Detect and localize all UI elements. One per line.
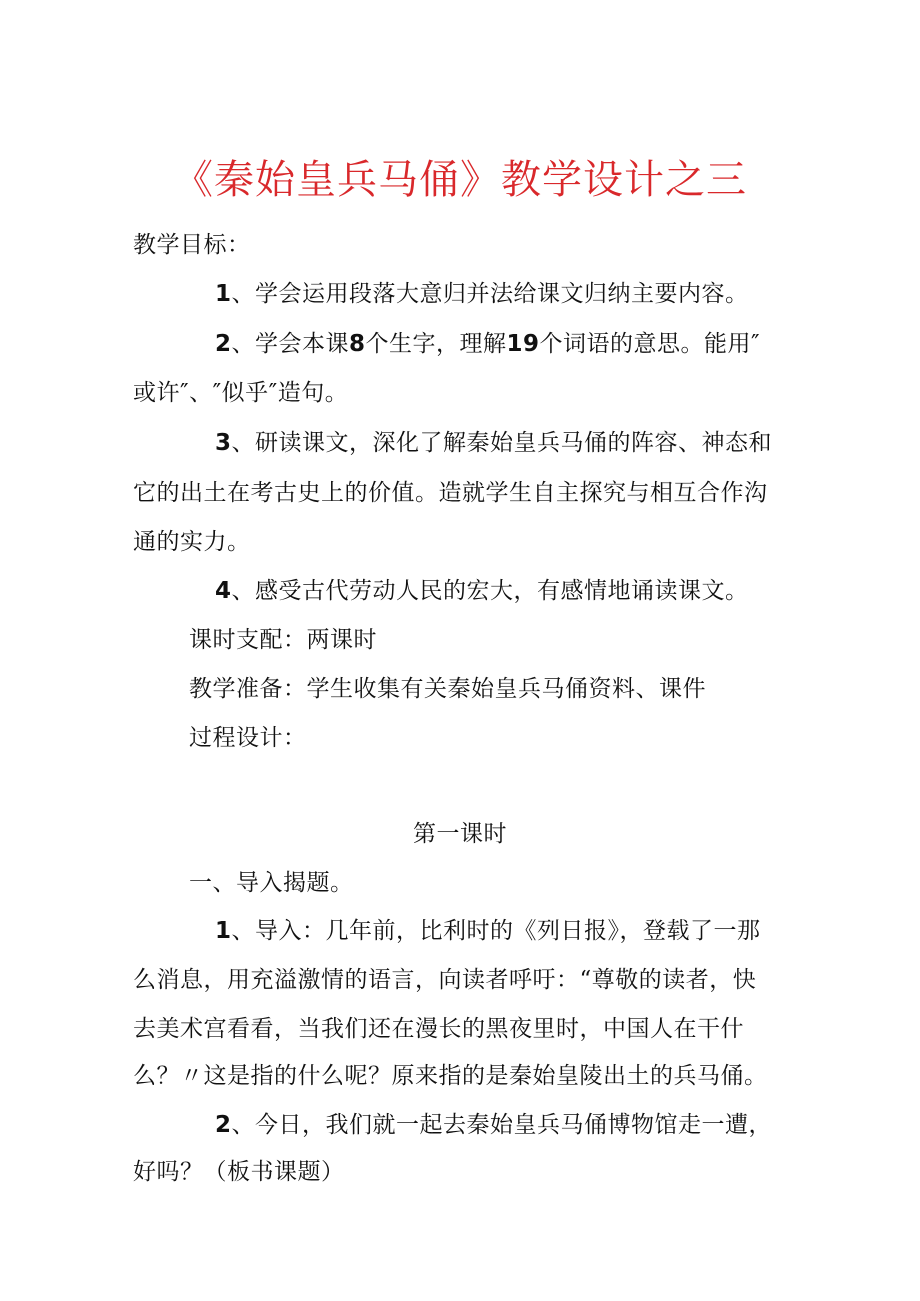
goal-2-number-c: 19 [506, 331, 540, 357]
goal-1 [215, 279, 749, 309]
step-1-line-1 [215, 916, 761, 946]
goal-3-line-1 [215, 428, 772, 458]
goal-1-number: 1 [215, 281, 232, 307]
step-1-line-4: 么？〃这是指的什么呢？原来指的是秦始皇陵出土的兵马俑。 [133, 1063, 768, 1089]
goal-2-text-c: 个词语的意思。能用″ [539, 331, 761, 357]
goal-4-number: 4 [215, 578, 232, 604]
goal-2-number-b: 8 [349, 331, 366, 357]
goal-2-text-b: 个生字，理解 [365, 331, 507, 357]
goal-2-line-2: 或许″、″似乎″造句。 [133, 380, 349, 406]
goal-3-line-3: 通的实力。 [133, 529, 251, 555]
goal-4 [215, 576, 749, 606]
document-title: 《秦始皇兵马俑》教学设计之三 [173, 157, 747, 203]
goal-3-text: 、研读课文，深化了解秦始皇兵马俑的阵容、神态和 [231, 430, 773, 456]
goal-1-text: 、学会运用段落大意归并法给课文归纳主要内容。 [231, 281, 749, 307]
goal-4-text: 、感受古代劳动人民的宏大，有感情地诵读课文。 [231, 578, 749, 604]
goal-2-text-a: 、学会本课 [231, 331, 350, 357]
goal-2-number: 2 [215, 331, 232, 357]
section-1-heading: 一、导入揭题。 [189, 870, 354, 896]
schedule: 课时支配：两课时 [189, 627, 377, 653]
step-2-line-2: 好吗？（板书课题） [133, 1159, 345, 1185]
step-1-line-2: 么消息，用充溢激情的语言，向读者呼吁：“尊敬的读者，快 [133, 967, 757, 993]
goal-2-line-1 [215, 329, 760, 359]
step-2-text: 、今日，我们就一起去秦始皇兵马俑博物馆走一遭， [231, 1112, 773, 1138]
goal-3-number: 3 [215, 430, 232, 456]
process-heading: 过程设计： [189, 725, 307, 751]
step-1-text: 、导入：几年前，比利时的《列日报》，登载了一那 [231, 918, 761, 944]
preparation: 教学准备：学生收集有关秦始皇兵马俑资料、课件 [189, 676, 706, 702]
step-1-line-3: 去美术宫看看，当我们还在漫长的黑夜里时，中国人在干什 [133, 1016, 744, 1042]
step-2-line-1 [215, 1110, 772, 1140]
goals-heading: 教学目标： [133, 232, 251, 258]
step-1-number: 1 [215, 918, 232, 944]
goal-3-line-2: 它的出土在考古史上的价值。造就学生自主探究与相互合作沟 [133, 480, 768, 506]
step-2-number: 2 [215, 1112, 232, 1138]
lesson-heading: 第一课时 [413, 821, 507, 847]
